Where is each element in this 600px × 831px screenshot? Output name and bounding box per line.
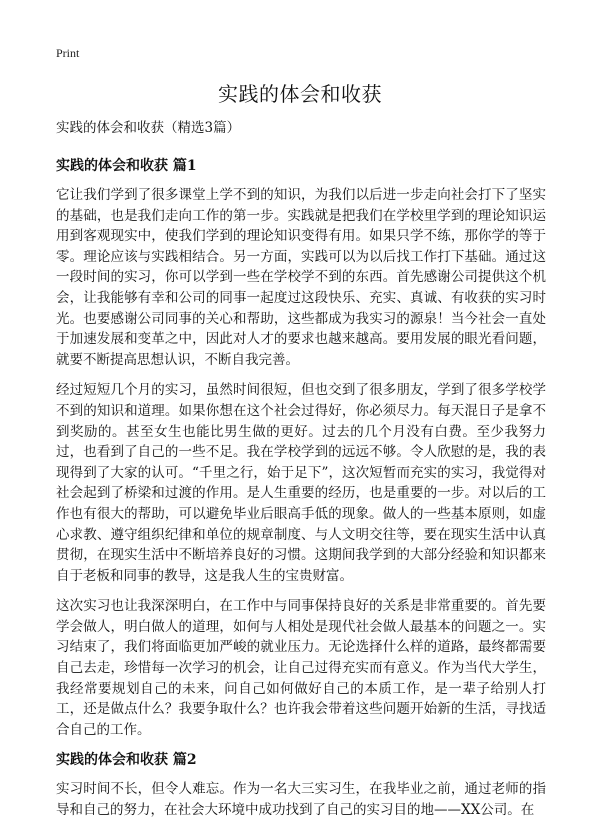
- print-link[interactable]: Print: [56, 46, 80, 60]
- section-heading: 实践的体会和收获 篇2: [56, 752, 197, 769]
- section-1: [56, 156, 546, 740]
- document-body: [56, 118, 546, 831]
- paragraph: 经过短短几个月的实习，虽然时间很短，但也交到了很多朋友，学到了很多学校学不到的知识和道理。如果你想在这个社会过得好，你必须尽力。每天混日子是拿不到奖励的。甚至女生也能比男生做的更好。过去的几个月没有白费。至少我努力过，也看到了自己的一些不足。我在学校学到的远远不够。令人欣慰的是，我的表现得到了大家的认可。“千里之行，始于足下”，这次短暂而充实的实习，我觉得对社会起到了桥梁和过渡的作用。是人生重要的经历，也是重要的一步。对以后的工作也有很大的帮助，可以避免毕业后眼高手低的现象。做人的一些基本原则，如虚心求教、遵守组织纪律和单位的规章制度、与人文明交往等，要在现实生活中认真贯彻，在现实生活中不断培养良好的习惯。这期间我学到的大部分经验和知识都来自于老板和同事的教导，这是我人生的宝贵财富。: [56, 382, 546, 584]
- document-title: 实践的体会和收获: [218, 82, 382, 106]
- section-2: [56, 750, 546, 820]
- paragraph: 这次实习也让我深深明白，在工作中与同事保持良好的关系是非常重要的。首先要学会做人，明白做人的道理，如何与人相处是现代社会做人最基本的问题之一。实习结束了，我们将面临更加严峻的就业压力。无论选择什么样的道路，最终都需要自己去走，珍惜每一次学习的机会，让自己过得充实而有意义。作为当代大学生，我经常要规划自己的未来，问自己如何做好自己的本质工作，是一辈子给别人打工，还是做点什么？我要争取什么？也许我会带着这些问题开始新的生活，寻找适合自己的工作。: [56, 598, 546, 738]
- document-subtitle: 实践的体会和收获（精选3篇）: [56, 120, 241, 136]
- section-heading: 实践的体会和收获 篇1: [56, 158, 197, 174]
- paragraph: 实习时间不长，但令人难忘。作为一名大三实习生，在我毕业之前，通过老师的指导和自己的努力，在社会大环境中成功找到了自己的实习目的地——XX公司。在: [56, 781, 546, 819]
- paragraph: 它让我们学到了很多课堂上学不到的知识，为我们以后进一步走向社会打下了坚实的基础，也是我们走向工作的第一步。实践就是把我们在学校里学到的理论知识运用到客观现实中，使我们学到的理论知识变得有用。如果只学不练，那你学的等于零。理论应该与实践相结合。另一方面，实践可以为以后找工作打下基础。通过这一段时间的实习，你可以学到一些在学校学不到的东西。首先感谢公司提供这个机会，让我能够有幸和公司的同事一起度过这段快乐、充实、真诚、有收获的实习时光。也要感谢公司同事的关心和帮助，这些都成为我实习的源泉！当今社会一直处于加速发展和变革之中，因此对人才的要求也越来越高。要用发展的眼光看问题，就要不断提高思想认识，不断自我完善。: [56, 187, 546, 368]
